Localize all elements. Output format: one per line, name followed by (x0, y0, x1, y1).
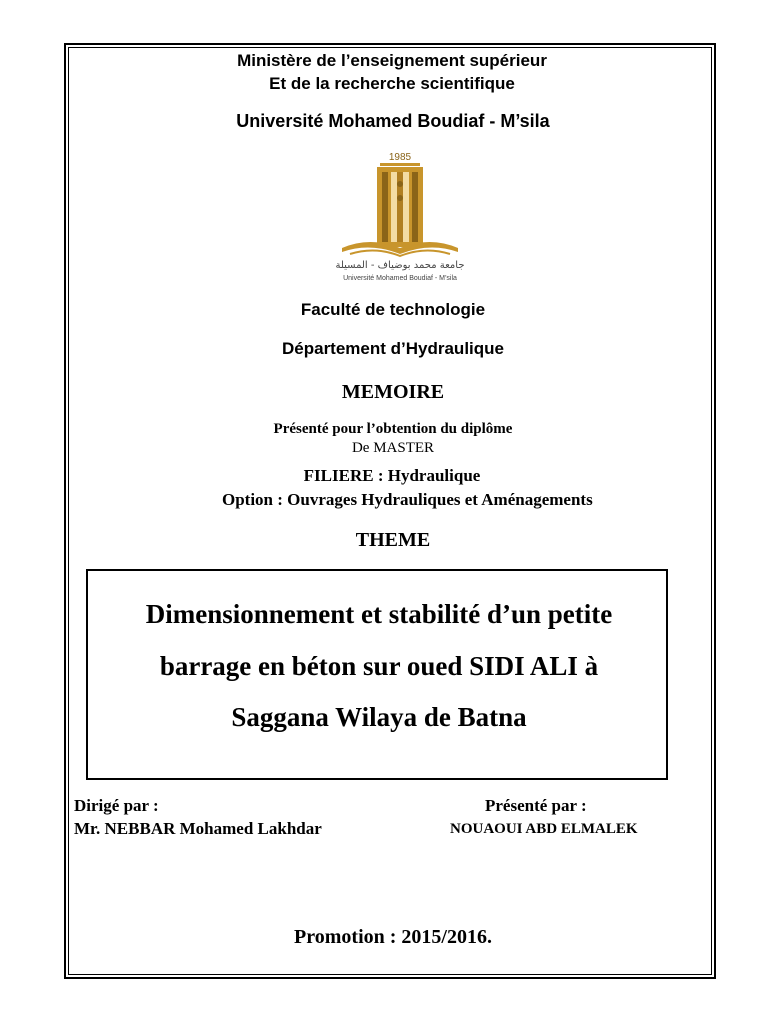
presented-for: Présenté pour l’obtention du diplôme (273, 421, 513, 437)
theme-box (86, 569, 668, 780)
theme-title-line-3: Saggana Wilaya de Batna (231, 702, 527, 732)
theme-label: THEME (355, 529, 431, 551)
university-name: Université Mohamed Boudiaf - M’sila (236, 111, 550, 131)
theme-title-line-2: barrage en béton sur oued SIDI ALI à (159, 651, 599, 681)
degree: De MASTER (351, 440, 435, 456)
department-name: Département d’Hydraulique (282, 339, 504, 358)
logo-year: 1985 (388, 152, 412, 163)
option: Option : Ouvrages Hydrauliques et Aménagements (222, 490, 593, 509)
promotion: Promotion : 2015/2016. (294, 926, 492, 948)
faculty-name: Faculté de technologie (300, 300, 486, 319)
memoire-heading: MEMOIRE (341, 381, 445, 403)
university-logo (320, 150, 480, 282)
supervisor-label: Dirigé par : (74, 796, 159, 815)
university-logo-icon (320, 150, 480, 282)
filiere: FILIERE : Hydraulique (303, 466, 481, 485)
student-label: Présenté par : (485, 796, 587, 815)
logo-arabic-name: جامعة محمد بوضياف - المسيلة (335, 260, 465, 271)
student-name: NOUAOUI ABD ELMALEK (450, 821, 638, 837)
supervisor-name: Mr. NEBBAR Mohamed Lakhdar (74, 819, 322, 838)
ministry-line-2: Et de la recherche scientifique (269, 74, 515, 93)
logo-latin-name: Université Mohamed Boudiaf - M’sila (343, 275, 457, 282)
theme-title-line-1: Dimensionnement et stabilité d’un petite (145, 599, 613, 629)
ministry-line-1: Ministère de l’enseignement supérieur (237, 51, 547, 70)
